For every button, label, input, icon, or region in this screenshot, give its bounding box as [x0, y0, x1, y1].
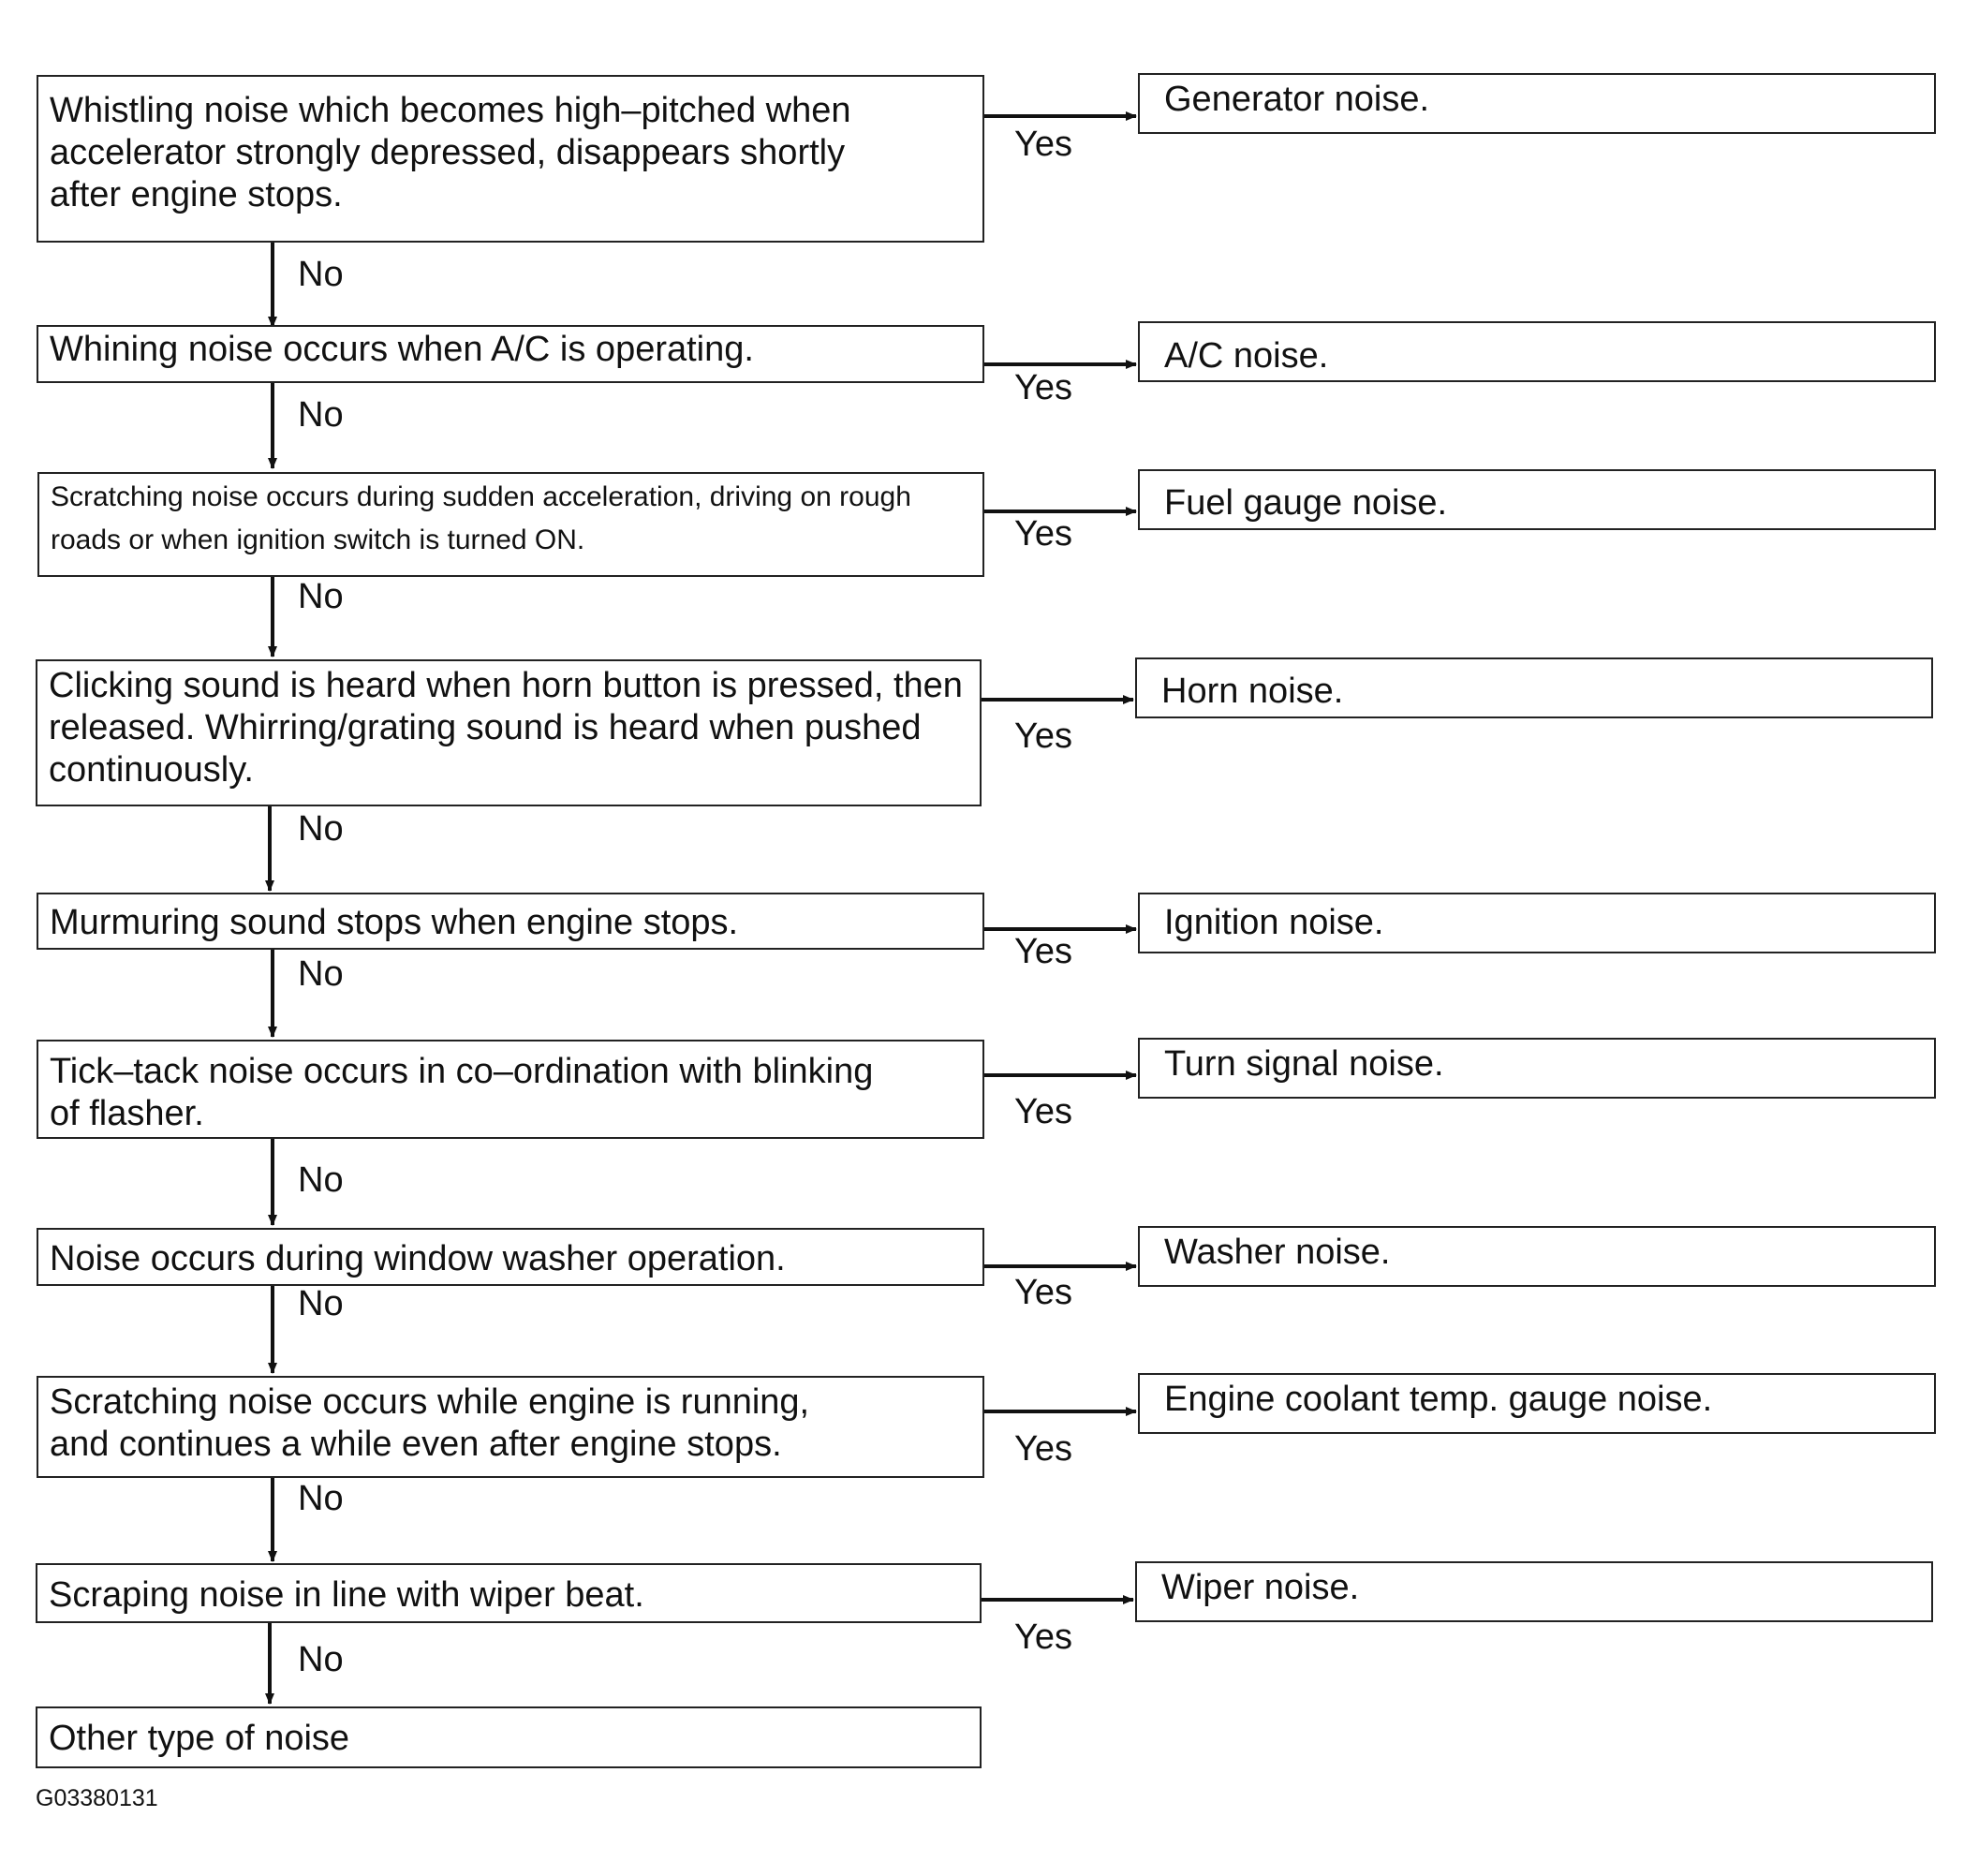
- no-label-9: No: [298, 1640, 344, 1679]
- yes-label-5: Yes: [1014, 932, 1072, 971]
- result-box-1: Generator noise.: [1138, 73, 1936, 134]
- figure-code: G03380131: [36, 1785, 158, 1811]
- yes-label-1: Yes: [1014, 125, 1072, 164]
- no-label-7: No: [298, 1284, 344, 1323]
- question-box-2: Whining noise occurs when A/C is operating.: [37, 325, 984, 383]
- result-box-9: Wiper noise.: [1135, 1561, 1933, 1622]
- result-box-3: Fuel gauge noise.: [1138, 469, 1936, 530]
- no-label-6: No: [298, 1160, 344, 1200]
- yes-label-8: Yes: [1014, 1429, 1072, 1469]
- result-box-4: Horn noise.: [1135, 657, 1933, 718]
- question-box-6: Tick–tack noise occurs in co–ordination with blinking of flasher.: [37, 1040, 984, 1139]
- result-box-6: Turn signal noise.: [1138, 1038, 1936, 1099]
- result-box-8: Engine coolant temp. gauge noise.: [1138, 1373, 1936, 1434]
- no-label-5: No: [298, 954, 344, 994]
- question-box-8: Scratching noise occurs while engine is running, and continues a while even after engine stops.: [37, 1376, 984, 1478]
- no-label-8: No: [298, 1479, 344, 1518]
- yes-label-2: Yes: [1014, 368, 1072, 407]
- no-label-4: No: [298, 809, 344, 849]
- yes-label-3: Yes: [1014, 514, 1072, 554]
- question-box-4: Clicking sound is heard when horn button is pressed, then released. Whirring/grating sound is heard when pushed continuously.: [36, 659, 982, 806]
- result-box-7: Washer noise.: [1138, 1226, 1936, 1287]
- question-box-9: Scraping noise in line with wiper beat.: [36, 1563, 982, 1623]
- question-box-7: Noise occurs during window washer operation.: [37, 1228, 984, 1286]
- result-box-5: Ignition noise.: [1138, 893, 1936, 953]
- yes-label-6: Yes: [1014, 1092, 1072, 1131]
- question-box-1: Whistling noise which becomes high–pitched when accelerator strongly depressed, disappears shortly after engine stops.: [37, 75, 984, 243]
- question-box-3: Scratching noise occurs during sudden acceleration, driving on rough roads or when ignition switch is turned ON.: [37, 472, 984, 577]
- no-label-2: No: [298, 395, 344, 435]
- no-label-1: No: [298, 255, 344, 294]
- question-box-5: Murmuring sound stops when engine stops.: [37, 893, 984, 950]
- no-label-3: No: [298, 577, 344, 616]
- yes-label-7: Yes: [1014, 1273, 1072, 1312]
- final-box: Other type of noise: [36, 1706, 982, 1768]
- result-box-2: A/C noise.: [1138, 321, 1936, 382]
- yes-label-4: Yes: [1014, 716, 1072, 756]
- yes-label-9: Yes: [1014, 1617, 1072, 1657]
